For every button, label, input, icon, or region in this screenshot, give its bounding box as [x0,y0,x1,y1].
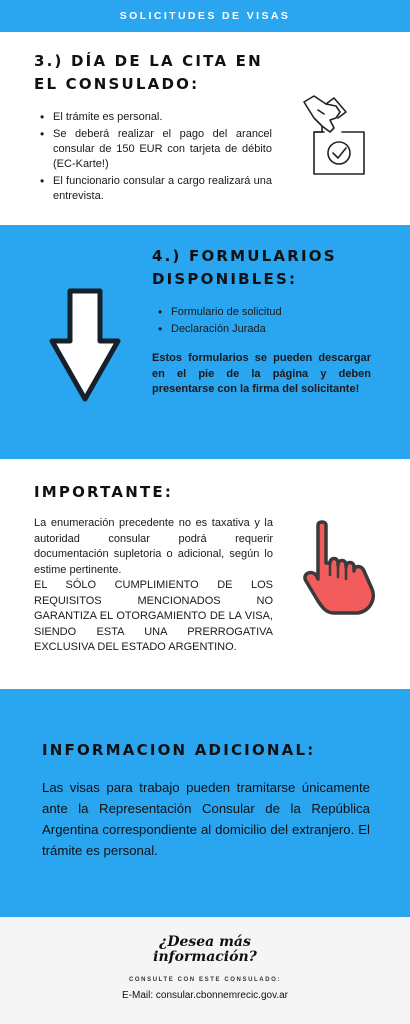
cta-line: información? [153,949,257,965]
pointing-hand-icon [300,519,380,619]
list-item: • El trámite es personal. [40,110,272,125]
formularios-list [158,305,358,339]
ballot-box-vote-icon [296,92,372,182]
footer [0,917,410,1024]
formularios-note: Estos formularios se pueden descargar en el pie de la página y deben presentarse con la firma del solicitante! [152,352,371,395]
list-item: • El funcionario consular a cargo realizará una entrevista. [40,174,272,204]
list-item: • Declaración Jurada [158,322,358,337]
arrow-down-icon [48,287,122,403]
importante-paragraph: La enumeración precedente no es taxativa y la autoridad consular podrá requerir documentación supletoria o adicional, según lo estime pertinente. [34,517,273,576]
section-formularios-heading: 4.) FORMULARIOS DISPONIBLES: [152,247,337,288]
header-title: SOLICITUDES DE VISAS [0,0,410,32]
section-cita-heading: 3.) DÍA DE LA CITA EN EL CONSULADO: [34,52,263,93]
section-cita [0,32,410,225]
info-body: Las visas para trabajo pueden tramitarse únicamente ante la Representación Consular de la República Argentina correspondiente al domicilio del extranjero. El trámite es personal. [42,780,370,858]
cta-text [0,935,410,965]
list-item: • Se deberá realizar el pago del arancel consular de 150 EUR con tarjeta de débito (EC-Karte!) [40,127,272,172]
importante-warning: EL SÓLO CUMPLIMIENTO DE LOS REQUISITOS MENCIONADOS NO GARANTIZA EL OTORGAMIENTO DE LA VISA, SIENDO ESTA UNA PRERROGATIVA EXCLUSIVA DEL ESTADO ARGENTINO. [34,579,273,653]
section-info-heading: INFORMACION ADICIONAL: [42,741,316,759]
cta-line: ¿Desea más [159,934,251,950]
section-importante [0,459,410,689]
section-formularios [0,225,410,459]
footer-small-label: CONSULTE CON ESTE CONSULADO: [128,977,282,983]
section-info [0,689,410,917]
list-item: • Formulario de solicitud [158,305,358,320]
cita-list [40,110,272,206]
importante-body [34,516,273,656]
email-link[interactable]: E-Mail: consular.cbonnemrecic.gov.ar [122,990,288,1001]
section-importante-heading: IMPORTANTE: [34,483,174,501]
